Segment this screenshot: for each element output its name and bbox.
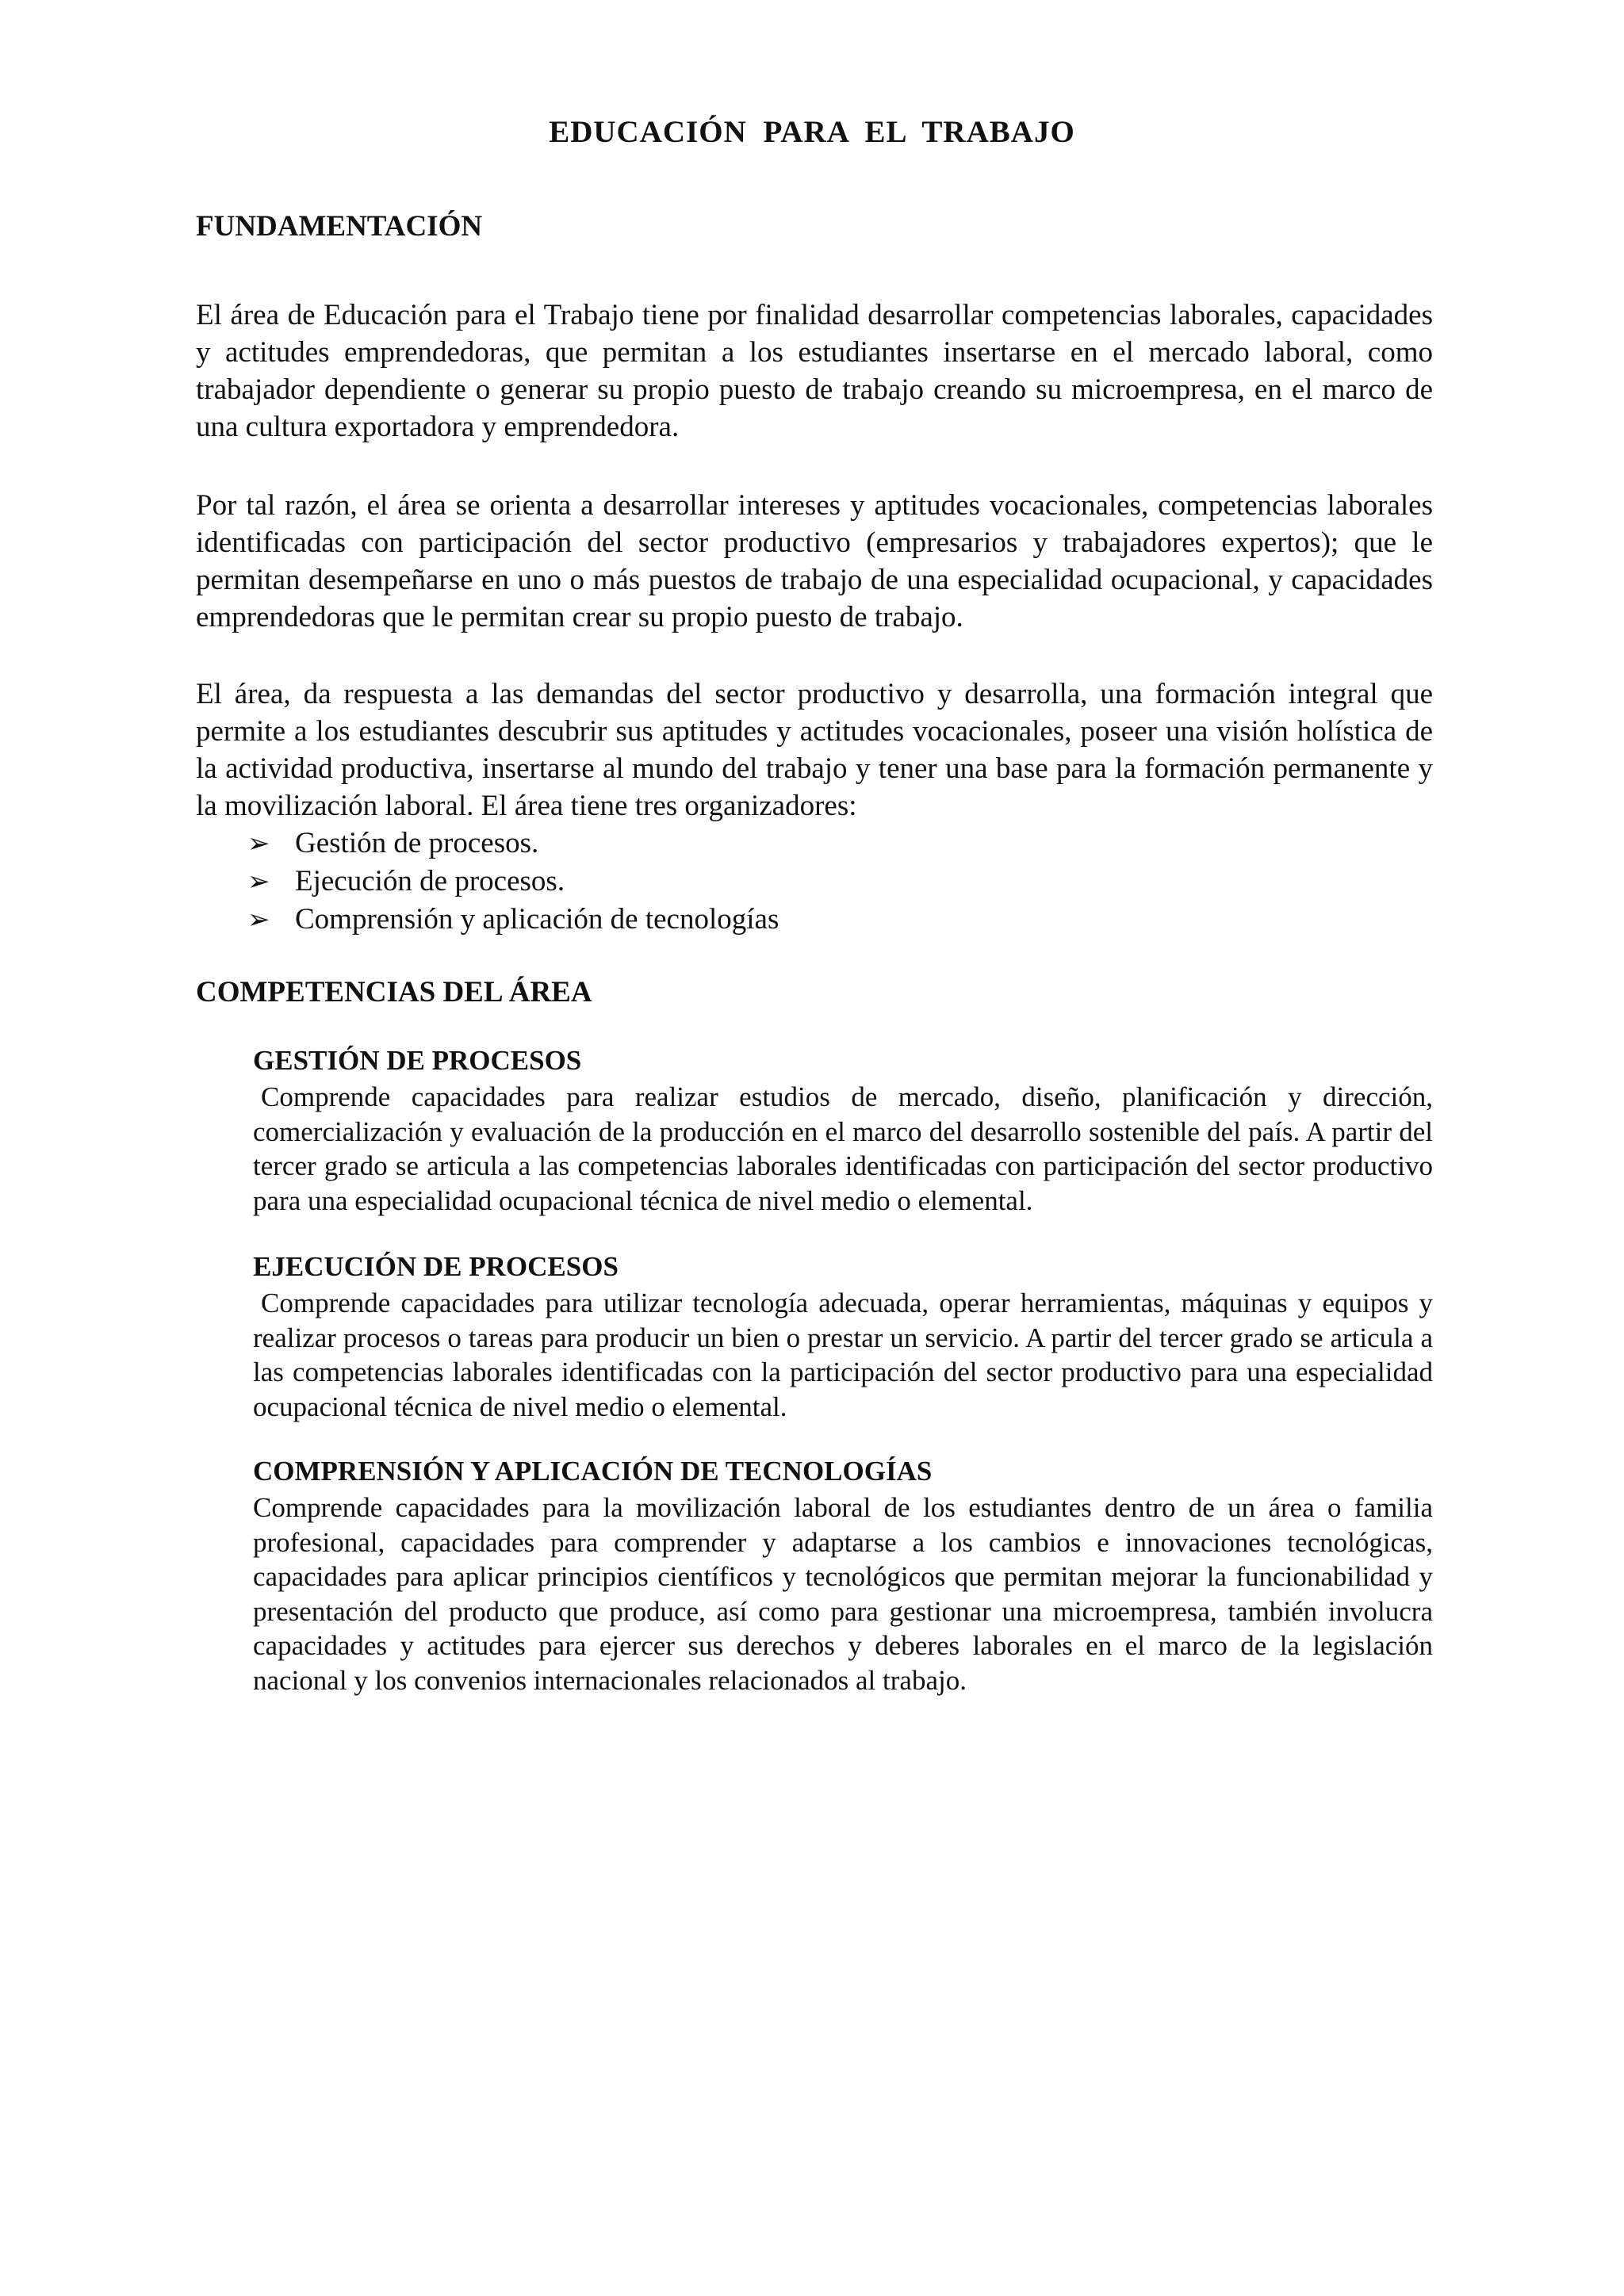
- paragraph: El área, da respuesta a las demandas del sector productivo y desarrolla, una formación integral que permite a los estudiantes descubrir sus aptitudes y actitudes vocacionales, poseer una visión holística de la actividad productiva, insertarse al mundo del trabajo y tener una base para la formación permanente y la movilización laboral. El área tiene tres organizadores:: [196, 678, 1433, 822]
- subheading-comprension-y-aplicacion: COMPRENSIÓN Y APLICACIÓN DE TECNOLOGÍAS: [253, 1456, 933, 1487]
- list-item: [247, 901, 779, 939]
- list-item-label: Gestión de procesos.: [295, 827, 539, 859]
- section-heading-competencias: COMPETENCIAS DEL ÁREA: [196, 976, 592, 1008]
- arrow-bullet-icon: ➢: [247, 904, 270, 936]
- organizers-list: [247, 825, 779, 939]
- list-item: [247, 863, 779, 901]
- arrow-bullet-icon: ➢: [247, 828, 270, 859]
- arrow-bullet-icon: ➢: [247, 866, 270, 897]
- list-item-label: Ejecución de procesos.: [295, 865, 565, 897]
- list-item-label: Comprensión y aplicación de tecnologías: [295, 903, 779, 936]
- document-title: EDUCACIÓN PARA EL TRABAJO: [549, 115, 1075, 149]
- list-item: [247, 825, 779, 863]
- competency-description: Comprende capacidades para la movilización laboral de los estudiantes dentro de un área o familia profesional, capacidades para comprender y adaptarse a los cambios e innovaciones tecnológicas, capacidades para aplicar principios científicos y tecnológicos que permitan mejorar la funcionabilidad y presentación del producto que produce, así como para gestionar una microempresa, también involucra capacidades y actitudes para ejercer sus derechos y deberes laborales en el marco de la legislación nacional y los convenios internacionales relacionados al trabajo.: [253, 1492, 1433, 1696]
- section-heading-fundamentacion: FUNDAMENTACIÓN: [196, 210, 483, 243]
- subheading-gestion-de-procesos: GESTIÓN DE PROCESOS: [253, 1045, 582, 1076]
- subheading-ejecucion-de-procesos: EJECUCIÓN DE PROCESOS: [253, 1251, 619, 1282]
- paragraph: Por tal razón, el área se orienta a desarrollar intereses y aptitudes vocacionales, competencias laborales identificadas con participación del sector productivo (empresarios y trabajadores expertos); que le permitan desempeñarse en uno o más puestos de trabajo de una especialidad ocupacional, y capacidades emprendedoras que le permitan crear su propio puesto de trabajo.: [196, 489, 1433, 633]
- competency-description: Comprende capacidades para utilizar tecnología adecuada, operar herramientas, máquinas y equipos y realizar procesos o tareas para producir un bien o prestar un servicio. A partir del tercer grado se articula a las competencias laborales identificadas con la participación del sector productivo para una especialidad ocupacional técnica de nivel medio o elemental.: [253, 1288, 1433, 1422]
- competency-description: Comprende capacidades para realizar estudios de mercado, diseño, planificación y dirección, comercialización y evaluación de la producción en el marco del desarrollo sostenible del país. A partir del tercer grado se articula a las competencias laborales identificadas con participación del sector productivo para una especialidad ocupacional técnica de nivel medio o elemental.: [253, 1081, 1433, 1216]
- paragraph: El área de Educación para el Trabajo tiene por finalidad desarrollar competencias laborales, capacidades y actitudes emprendedoras, que permitan a los estudiantes insertarse en el mercado laboral, como trabajador dependiente o generar su propio puesto de trabajo creando su microempresa, en el marco de una cultura exportadora y emprendedora.: [196, 299, 1433, 443]
